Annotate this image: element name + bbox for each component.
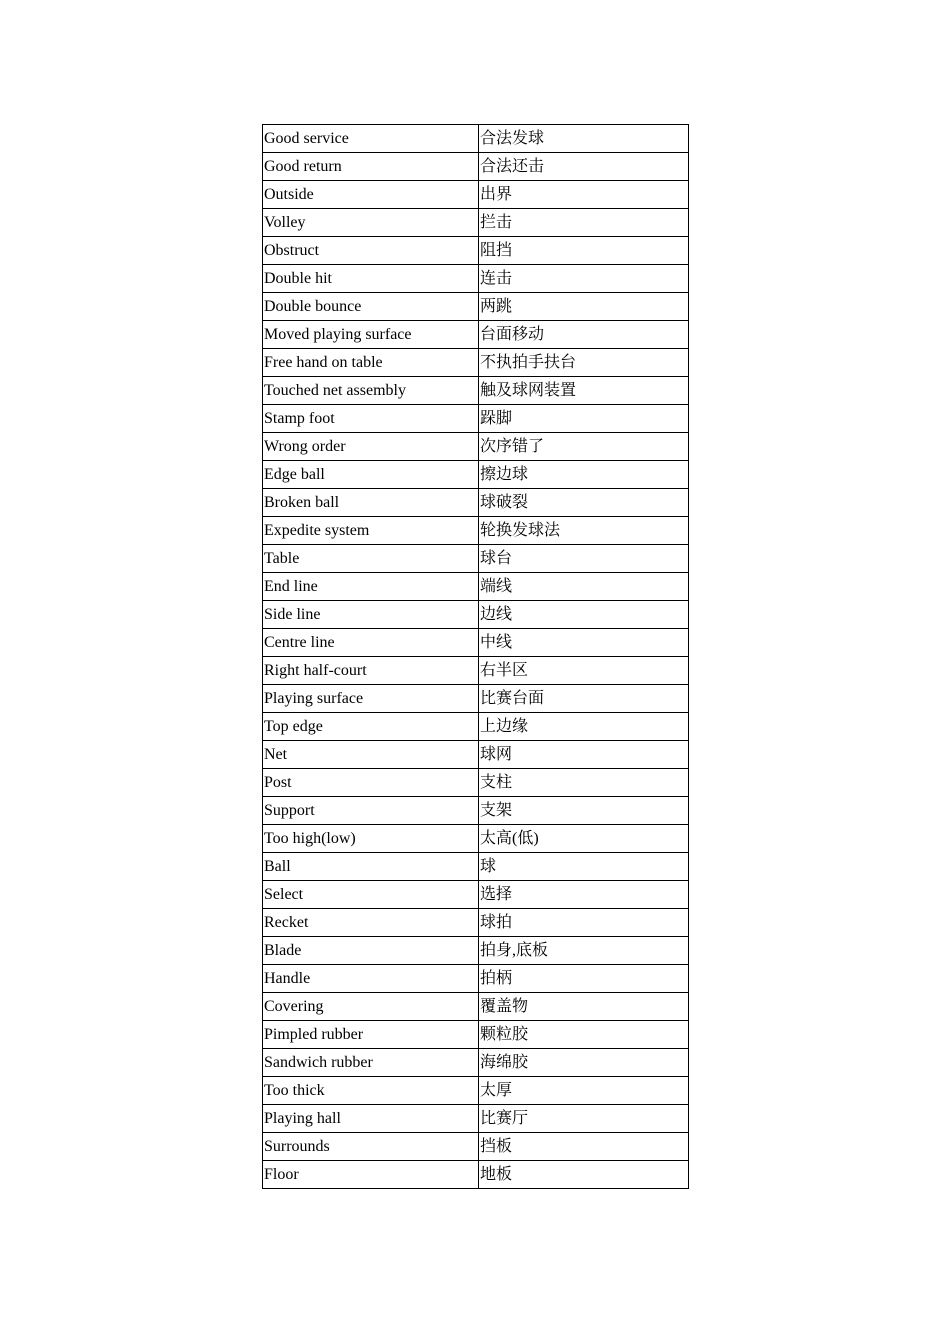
english-term-cell: Surrounds — [263, 1133, 479, 1161]
english-term-cell: Net — [263, 741, 479, 769]
table-row — [263, 825, 689, 853]
english-term-cell: Stamp foot — [263, 405, 479, 433]
english-term-cell: Too high(low) — [263, 825, 479, 853]
chinese-term-cell: 合法还击 — [479, 153, 689, 181]
table-row — [263, 237, 689, 265]
english-term-cell: Support — [263, 797, 479, 825]
chinese-term-cell: 球台 — [479, 545, 689, 573]
table-row — [263, 769, 689, 797]
chinese-term-cell: 跺脚 — [479, 405, 689, 433]
english-term-cell: Handle — [263, 965, 479, 993]
chinese-term-cell: 覆盖物 — [479, 993, 689, 1021]
table-row — [263, 433, 689, 461]
chinese-term-cell: 擦边球 — [479, 461, 689, 489]
chinese-term-cell: 上边缘 — [479, 713, 689, 741]
table-row — [263, 153, 689, 181]
table-row — [263, 629, 689, 657]
chinese-term-cell: 台面移动 — [479, 321, 689, 349]
chinese-term-cell: 阻挡 — [479, 237, 689, 265]
english-term-cell: Blade — [263, 937, 479, 965]
english-term-cell: Volley — [263, 209, 479, 237]
table-row — [263, 1105, 689, 1133]
table-row — [263, 321, 689, 349]
chinese-term-cell: 不执拍手扶台 — [479, 349, 689, 377]
chinese-term-cell: 触及球网装置 — [479, 377, 689, 405]
chinese-term-cell: 球拍 — [479, 909, 689, 937]
english-term-cell: Select — [263, 881, 479, 909]
english-term-cell: Playing hall — [263, 1105, 479, 1133]
chinese-term-cell: 合法发球 — [479, 125, 689, 153]
english-term-cell: Broken ball — [263, 489, 479, 517]
chinese-term-cell: 挡板 — [479, 1133, 689, 1161]
table-row — [263, 797, 689, 825]
english-term-cell: Wrong order — [263, 433, 479, 461]
table-row — [263, 965, 689, 993]
table-row — [263, 517, 689, 545]
chinese-term-cell: 拍柄 — [479, 965, 689, 993]
table-row — [263, 1133, 689, 1161]
chinese-term-cell: 颗粒胶 — [479, 1021, 689, 1049]
english-term-cell: Post — [263, 769, 479, 797]
english-term-cell: Moved playing surface — [263, 321, 479, 349]
english-term-cell: Outside — [263, 181, 479, 209]
chinese-term-cell: 海绵胶 — [479, 1049, 689, 1077]
chinese-term-cell: 拦击 — [479, 209, 689, 237]
chinese-term-cell: 出界 — [479, 181, 689, 209]
chinese-term-cell: 球破裂 — [479, 489, 689, 517]
chinese-term-cell: 比赛台面 — [479, 685, 689, 713]
chinese-term-cell: 支柱 — [479, 769, 689, 797]
english-term-cell: Recket — [263, 909, 479, 937]
english-term-cell: Centre line — [263, 629, 479, 657]
chinese-term-cell: 两跳 — [479, 293, 689, 321]
table-row — [263, 685, 689, 713]
english-term-cell: Free hand on table — [263, 349, 479, 377]
table-row — [263, 489, 689, 517]
english-term-cell: Pimpled rubber — [263, 1021, 479, 1049]
table-row — [263, 741, 689, 769]
chinese-term-cell: 边线 — [479, 601, 689, 629]
table-row — [263, 181, 689, 209]
table-row — [263, 1161, 689, 1189]
table-row — [263, 461, 689, 489]
chinese-term-cell: 拍身,底板 — [479, 937, 689, 965]
chinese-term-cell: 支架 — [479, 797, 689, 825]
table-row — [263, 1049, 689, 1077]
chinese-term-cell: 次序错了 — [479, 433, 689, 461]
chinese-term-cell: 中线 — [479, 629, 689, 657]
table-row — [263, 601, 689, 629]
table-row — [263, 573, 689, 601]
table-row — [263, 209, 689, 237]
table-row — [263, 881, 689, 909]
chinese-term-cell: 选择 — [479, 881, 689, 909]
english-term-cell: Top edge — [263, 713, 479, 741]
english-term-cell: End line — [263, 573, 479, 601]
table-row — [263, 1077, 689, 1105]
english-term-cell: Floor — [263, 1161, 479, 1189]
english-term-cell: Obstruct — [263, 237, 479, 265]
english-term-cell: Ball — [263, 853, 479, 881]
english-term-cell: Good return — [263, 153, 479, 181]
table-row — [263, 909, 689, 937]
glossary-body — [263, 125, 689, 1189]
english-term-cell: Side line — [263, 601, 479, 629]
english-term-cell: Double hit — [263, 265, 479, 293]
chinese-term-cell: 右半区 — [479, 657, 689, 685]
english-term-cell: Covering — [263, 993, 479, 1021]
english-term-cell: Right half-court — [263, 657, 479, 685]
table-row — [263, 657, 689, 685]
chinese-term-cell: 球网 — [479, 741, 689, 769]
english-term-cell: Table — [263, 545, 479, 573]
chinese-term-cell: 太厚 — [479, 1077, 689, 1105]
chinese-term-cell: 太高(低) — [479, 825, 689, 853]
chinese-term-cell: 地板 — [479, 1161, 689, 1189]
english-term-cell: Edge ball — [263, 461, 479, 489]
chinese-term-cell: 比赛厅 — [479, 1105, 689, 1133]
table-row — [263, 993, 689, 1021]
table-row — [263, 937, 689, 965]
table-row — [263, 377, 689, 405]
table-row — [263, 1021, 689, 1049]
english-term-cell: Touched net assembly — [263, 377, 479, 405]
table-row — [263, 545, 689, 573]
table-row — [263, 349, 689, 377]
english-term-cell: Expedite system — [263, 517, 479, 545]
table-row — [263, 713, 689, 741]
table-row — [263, 293, 689, 321]
english-term-cell: Double bounce — [263, 293, 479, 321]
table-row — [263, 265, 689, 293]
english-term-cell: Sandwich rubber — [263, 1049, 479, 1077]
chinese-term-cell: 连击 — [479, 265, 689, 293]
table-row — [263, 853, 689, 881]
table-row — [263, 125, 689, 153]
chinese-term-cell: 端线 — [479, 573, 689, 601]
glossary-table — [262, 124, 689, 1189]
english-term-cell: Playing surface — [263, 685, 479, 713]
english-term-cell: Good service — [263, 125, 479, 153]
chinese-term-cell: 球 — [479, 853, 689, 881]
english-term-cell: Too thick — [263, 1077, 479, 1105]
table-row — [263, 405, 689, 433]
chinese-term-cell: 轮换发球法 — [479, 517, 689, 545]
